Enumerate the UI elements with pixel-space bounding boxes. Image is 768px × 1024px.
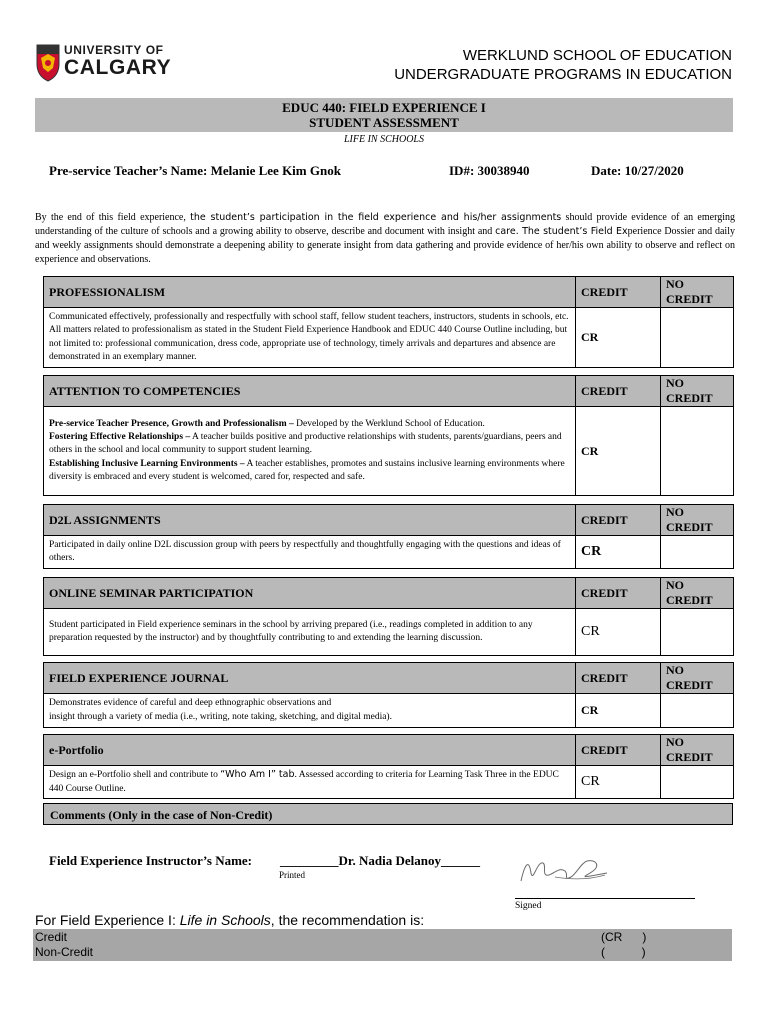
d2l-section [43,504,734,569]
student-name-label: Pre-service Teacher’s Name: [49,163,208,178]
credit-cell: CR [576,694,661,728]
credit-cell: CR [576,536,661,569]
professionalism-section [43,276,734,368]
section-description: Participated in daily online D2L discussion group with peers by respectfully and thoughtfully engaging with the questions and ideas of others. [44,536,576,569]
section-title: PROFESSIONALISM [44,277,576,308]
section-description [44,694,576,728]
intro-text-5: perience Dossier and daily and weekly assignments should demonstrate a deepening ability to generate insight from data gathering and provide evidence of her/his own ability to observe and reflect on experience and observations. [35,226,735,265]
date-value: 10/27/2020 [624,163,684,178]
signed-label: Signed [515,901,542,911]
no-credit-cell [661,308,734,368]
credit-cell: CR [576,308,661,368]
section-title: ONLINE SEMINAR PARTICIPATION [44,578,576,609]
student-name-row [49,163,341,179]
credit-header: CREDIT [576,663,661,694]
section-description: Communicated effectively, professionally and respectfully with school staff, fellow student teachers, instructors, students in schools, etc. All matters related to professionalism as stated in the Student Field Experience Handbook and EDUC 440 Course Outline including, but not limited to: professional communication, dress code, appropriate use of technology, timely arrivals and departures and absence are demonstrated in an exemplary manner. [44,308,576,368]
subtitle: LIFE IN SCHOOLS [343,134,424,145]
school-line2: UNDERGRADUATE PROGRAMS IN EDUCATION [394,66,732,83]
section-description: Student participated in Field experience seminars in the school by arriving prepared (i.e., readings completed in addition to any preparation requested by the instructor) and by thoughtfully contributing to and extending the learning discussion. [44,609,576,656]
university-logo [36,42,196,84]
recommendation-suffix: , the recommendation is: [270,912,425,928]
competencies-section [43,375,734,496]
no-credit-header: NO CREDIT [661,376,734,407]
school-line1: WERKLUND SCHOOL OF EDUCATION [462,47,732,64]
university-crest-icon [36,44,60,82]
journal-line1: Demonstrates evidence of careful and deep ethnographic observations and [49,698,332,709]
section-description [44,407,576,496]
no-credit-cell [661,694,734,728]
student-name: Melanie Lee Kim Gnok [210,163,341,178]
instructor-name: _________Dr. Nadia Delanoy______ [280,853,480,868]
date-label: Date: [591,163,622,178]
no-credit-cell [661,766,734,799]
no-credit-cell [661,609,734,656]
noncredit-option-label: Non-Credit [35,945,94,959]
eportfolio-quote: “Who Am I” tab [220,769,295,781]
credit-cell: CR [576,609,661,656]
printed-label: Printed [279,870,305,880]
credit-cell: CR [576,407,661,496]
no-credit-cell [661,407,734,496]
competency-1-text: Developed by the Werklund School of Education. [293,418,485,429]
section-description [44,766,576,799]
comments-bar: Comments (Only in the case of Non-Credit) [43,803,733,825]
intro-text-3: should provide evidence of an emerging understanding of the culture of schools and a growing ability to observe, describe and document with insight and [35,212,736,237]
seminar-section [43,577,734,656]
assessment-title: STUDENT ASSESSMENT [309,115,459,130]
eportfolio-text-2: . Assessed according to criteria for Learning Task Three in the EDUC 440 Course Outline. [49,770,559,794]
no-credit-header: NO CREDIT [661,277,734,308]
competency-1-title: Pre-service Teacher Presence, Growth and Professionalism – [49,418,294,429]
signature-line [515,898,695,899]
logo-line2: CALGARY [64,56,172,79]
no-credit-header: NO CREDIT [661,663,734,694]
title-bar [35,98,733,132]
no-credit-header: NO CREDIT [661,578,734,609]
noncredit-option-value: ( ) [601,945,646,959]
school-heading [394,46,732,84]
date-row [591,163,684,179]
recommendation-box [33,929,732,961]
recommendation-italic: Life in Schools [179,912,271,928]
competency-2-title: Fostering Effective Relationships – [49,432,191,443]
student-id-label: ID#: [449,163,475,178]
course-title: EDUC 440: FIELD EXPERIENCE I [282,100,486,115]
no-credit-header: NO CREDIT [661,505,734,536]
credit-header: CREDIT [576,578,661,609]
instructor-label: Field Experience Instructor’s Name: [49,853,253,868]
competency-3-title: Establishing Inclusive Learning Environments – [49,458,245,469]
intro-text-1: By the end of this field experience, [35,212,186,223]
signature-image [515,853,615,887]
intro-text-2: the student’s participation in the field experience and his/her assignments [190,212,562,223]
competency-3-text: A teacher establishes, promotes and sustains inclusive learning environments where diversity is embraced and every student is welcomed, cared for, respected and safe. [49,458,565,482]
journal-section [43,662,734,728]
journal-line2: insight through a variety of media (i.e., writing, note taking, sketching, and digital media). [49,711,392,722]
intro-paragraph [35,211,735,267]
intro-text-4: care. The student’s Field Ex [495,226,628,237]
no-credit-cell [661,536,734,569]
credit-cell: CR [576,766,661,799]
credit-option-label: Credit [35,930,68,944]
recommendation-text [35,912,424,928]
credit-header: CREDIT [576,376,661,407]
section-title: D2L ASSIGNMENTS [44,505,576,536]
section-title: e-Portfolio [44,735,576,766]
student-id-row [449,163,530,179]
section-title: ATTENTION TO COMPETENCIES [44,376,576,407]
recommendation-prefix: For Field Experience I: [35,912,180,928]
competency-2-text: A teacher builds positive and productive relationships with students, parents/guardians, peers and others in the school and local community to support student learning. [49,432,562,456]
credit-header: CREDIT [576,277,661,308]
student-id: 30038940 [477,163,530,178]
credit-header: CREDIT [576,505,661,536]
credit-header: CREDIT [576,735,661,766]
logo-line1: UNIVERSITY OF [64,43,164,57]
credit-option-value: (CR ) [601,930,647,944]
eportfolio-section [43,734,734,799]
section-title: FIELD EXPERIENCE JOURNAL [44,663,576,694]
eportfolio-text-1: Design an e-Portfolio shell and contribute to [49,770,221,781]
no-credit-header: NO CREDIT [661,735,734,766]
